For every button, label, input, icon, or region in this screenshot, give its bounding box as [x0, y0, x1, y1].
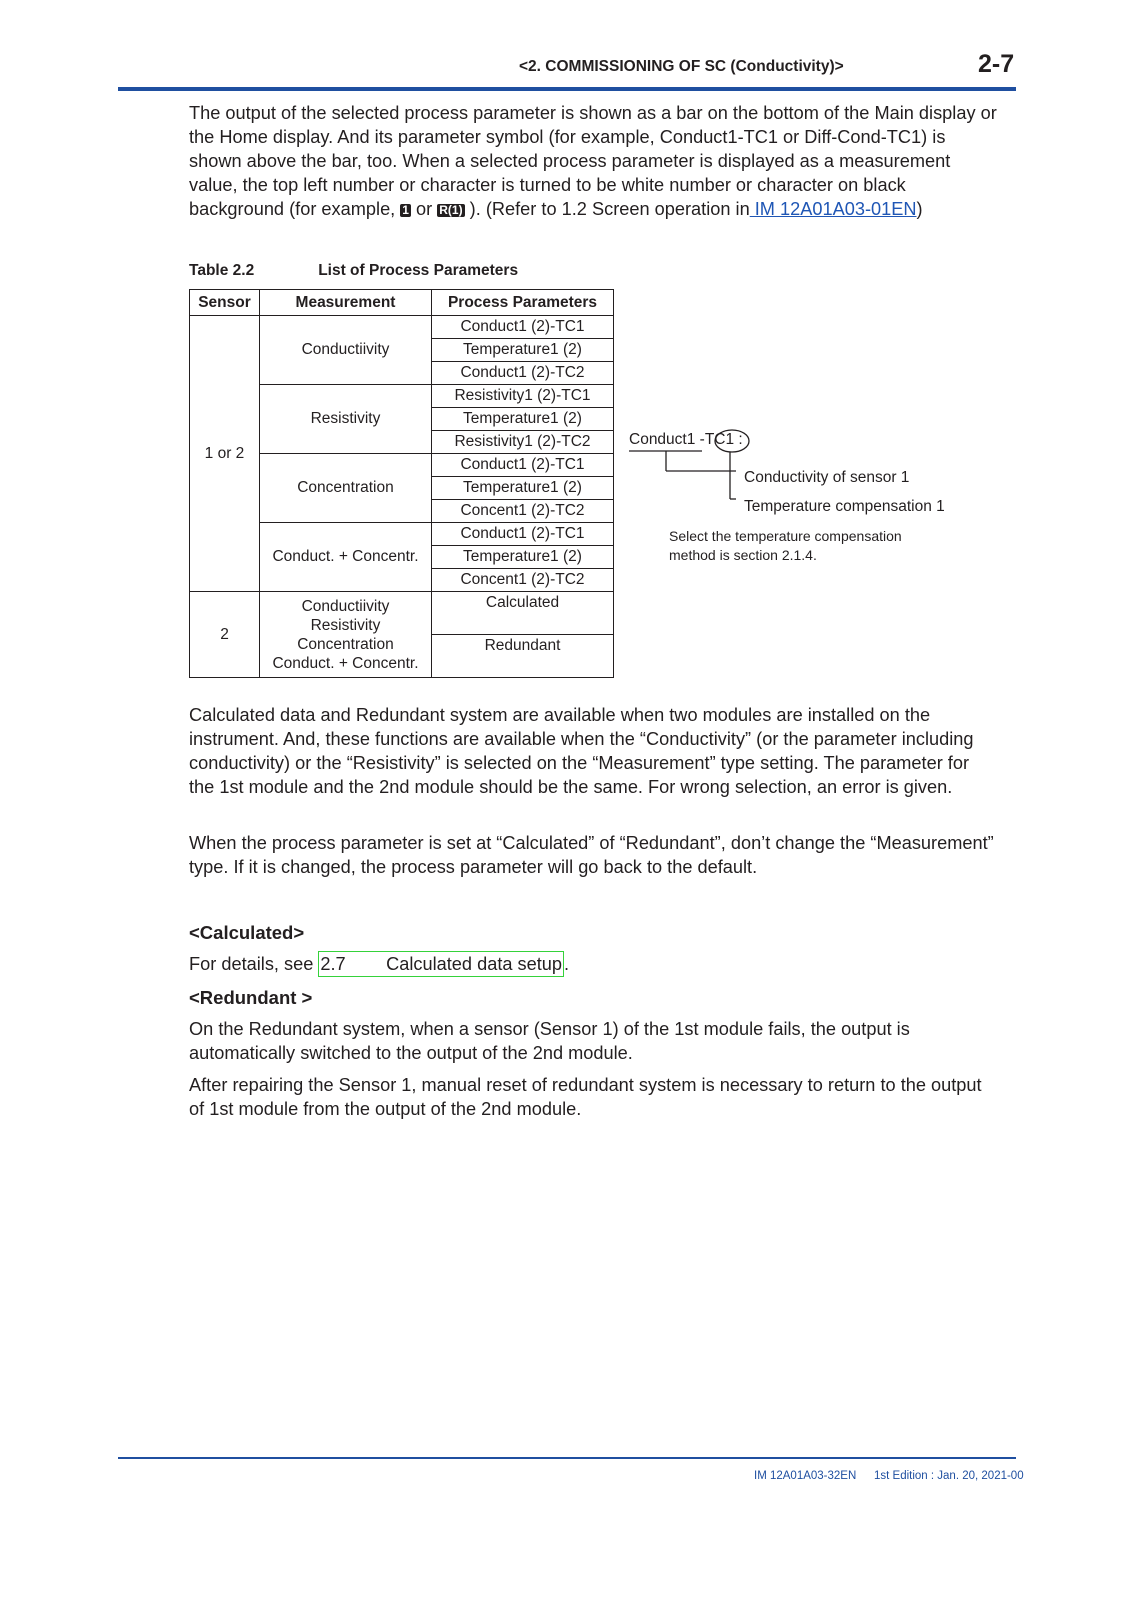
note-line: Select the temperature compensation — [669, 528, 902, 544]
intro-text-1: The output of the selected process parameter is shown as a bar on the bottom of the Main display or the Home display. And its parameter symbol (for example, Conduct1-TC1 or Diff-Cond-TC1) is shown above the bar, too. When a selected process parameter is displayed as a measurement value, the top left number or character is turned to be white number or character on black background (for example, — [189, 103, 997, 219]
header-rule — [118, 87, 1016, 91]
note-line: method is section 2.1.4. — [669, 547, 817, 563]
sensor-cell: 2 — [190, 592, 260, 678]
table-header-row — [190, 290, 614, 316]
measurement-cell-multi — [260, 592, 432, 678]
parameter-cell: Temperature1 (2) — [432, 546, 614, 569]
measurement-cell: Conductiivity — [260, 316, 432, 385]
header-measurement: Measurement — [260, 290, 432, 316]
sensor-cell: 1 or 2 — [190, 316, 260, 592]
body-paragraph-3: On the Redundant system, when a sensor (Sensor 1) of the 1st module fails, the output is automatically switched to the output of the 2nd module. — [189, 1019, 910, 1063]
parameter-cell: Redundant — [432, 635, 614, 678]
section-title: <2. COMMISSIONING OF SC (Conductivity)> — [519, 58, 844, 75]
badge-number: 1 — [402, 203, 409, 217]
label-temperature-compensation: Temperature compensation 1 — [744, 498, 945, 515]
details-line — [189, 951, 999, 977]
details-suffix: . — [564, 954, 570, 974]
parameter-cell: Concent1 (2)-TC2 — [432, 500, 614, 523]
header-sensor: Sensor — [190, 290, 260, 316]
parameter-cell: Temperature1 (2) — [432, 339, 614, 362]
measurement-line: Conduct. + Concentr. — [272, 654, 419, 672]
parameter-cell: Calculated — [432, 592, 614, 635]
intro-or: or — [410, 199, 438, 219]
parameter-cell: Conduct1 (2)-TC1 — [432, 454, 614, 477]
measurement-line: Concentration — [297, 635, 394, 653]
symbol-suffix: : — [734, 431, 743, 448]
symbol-prefix: Conduct1 - — [629, 431, 705, 448]
label-conductivity-sensor: Conductivity of sensor 1 — [744, 469, 910, 486]
measurement-cell: Conduct. + Concentr. — [260, 523, 432, 592]
redundant-heading: <Redundant > — [189, 987, 313, 1008]
footer-rule — [118, 1457, 1016, 1459]
intro-paragraph — [189, 101, 999, 221]
measurement-line: Conductiivity — [301, 597, 390, 615]
footer-edition: 1st Edition : Jan. 20, 2021-00 — [874, 1470, 1024, 1482]
process-parameters-table — [189, 289, 614, 678]
parameter-cell: Conduct1 (2)-TC2 — [432, 362, 614, 385]
measurement-cell: Concentration — [260, 454, 432, 523]
page-number: 2-7 — [978, 50, 1015, 78]
body-paragraph-1: Calculated data and Redundant system are available when two modules are installed on the instrument. And, these functions are available when the “Conductivity” (or the parameter including conductivity) or the “Resistivity” is selected on the “Measurement” type setting. The parameter for the 1st module and the 2nd module should be the same. For wrong selection, an error is given. — [189, 705, 974, 797]
calculated-data-setup-link[interactable]: 2.7 Calculated data setup — [318, 951, 564, 977]
table-title: List of Process Parameters — [318, 262, 519, 279]
calculated-heading: <Calculated> — [189, 922, 305, 943]
body-paragraph-2: When the process parameter is set at “Calculated” of “Redundant”, don’t change the “Measurement” type. If it is changed, the process parameter will go back to the default. — [189, 833, 994, 877]
intro-text-2: ). (Refer to 1.2 Screen operation in — [464, 199, 750, 219]
symbol-circled: TC1 — [704, 431, 735, 448]
measurement-line: Resistivity — [310, 616, 381, 634]
badge-redundant: R(1) — [439, 203, 463, 217]
body-paragraph-4: After repairing the Sensor 1, manual reset of redundant system is necessary to return to the output of 1st module from the output of the 2nd module. — [189, 1075, 982, 1119]
table-row — [190, 592, 614, 635]
parameter-cell: Conduct1 (2)-TC1 — [432, 316, 614, 339]
table-number: Table 2.2 — [189, 262, 255, 279]
parameter-cell: Conduct1 (2)-TC1 — [432, 523, 614, 546]
diagram-note — [669, 527, 902, 565]
manual-link[interactable]: IM 12A01A03-01EN — [749, 199, 917, 219]
parameter-cell: Temperature1 (2) — [432, 477, 614, 500]
table-caption — [189, 262, 518, 280]
intro-text-3: ) — [916, 199, 923, 219]
details-prefix: For details, see — [189, 954, 319, 974]
footer-doc-id: IM 12A01A03-32EN — [754, 1470, 857, 1482]
parameter-cell: Resistivity1 (2)-TC2 — [432, 431, 614, 454]
table-row — [190, 316, 614, 339]
measurement-cell: Resistivity — [260, 385, 432, 454]
parameter-cell: Resistivity1 (2)-TC1 — [432, 385, 614, 408]
parameter-cell: Concent1 (2)-TC2 — [432, 569, 614, 592]
parameter-cell: Temperature1 (2) — [432, 408, 614, 431]
header-process-parameters: Process Parameters — [432, 290, 614, 316]
